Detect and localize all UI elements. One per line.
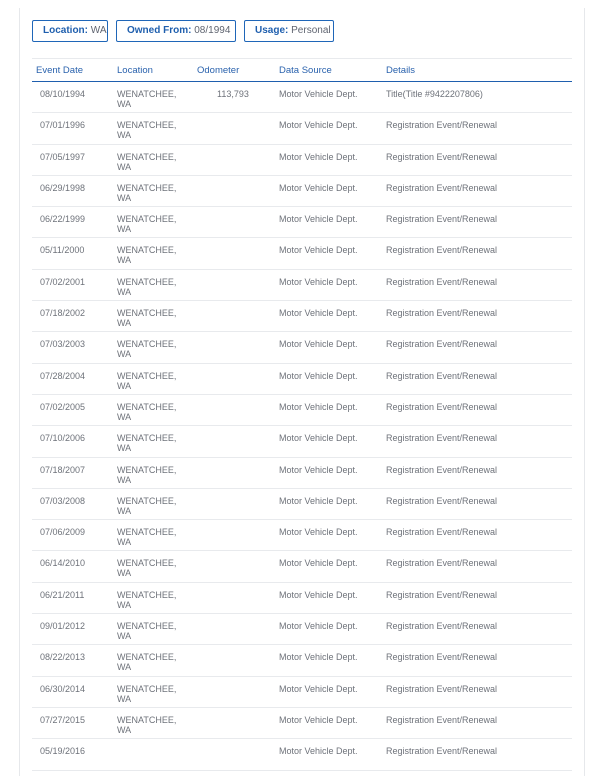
details-cell: Registration Event/Renewal: [386, 151, 498, 162]
event-date-cell: 06/29/1998: [40, 182, 86, 193]
location-cell: WENATCHEE, WA: [117, 621, 177, 642]
table-row: [32, 645, 572, 676]
details-cell: Registration Event/Renewal: [386, 527, 498, 538]
odometer-cell: 113,793: [217, 89, 249, 99]
data-source-cell: Motor Vehicle Dept.: [279, 214, 358, 225]
location-cell: WENATCHEE, WA: [117, 714, 177, 735]
location-cell: WENATCHEE, WA: [117, 558, 177, 579]
event-date-cell: 07/06/2009: [40, 527, 86, 538]
event-date-cell: 07/28/2004: [40, 370, 86, 381]
details-cell: Registration Event/Renewal: [386, 683, 498, 694]
data-source-cell: Motor Vehicle Dept.: [279, 558, 358, 569]
data-source-cell: Motor Vehicle Dept.: [279, 683, 358, 694]
location-cell: WENATCHEE, WA: [117, 433, 177, 454]
data-source-cell: Motor Vehicle Dept.: [279, 746, 358, 757]
table-row: [32, 583, 572, 614]
data-source-cell: Motor Vehicle Dept.: [279, 464, 358, 475]
data-source-cell: Motor Vehicle Dept.: [279, 621, 358, 632]
location-cell: WENATCHEE, WA: [117, 276, 177, 297]
details-cell: Registration Event/Renewal: [386, 401, 498, 412]
column-header-location[interactable]: Location: [117, 65, 153, 76]
details-cell: Registration Event/Renewal: [386, 589, 498, 600]
column-header-details[interactable]: Details: [386, 65, 416, 76]
event-date-cell: 06/30/2014: [40, 683, 86, 694]
table-row: [32, 614, 572, 645]
event-date-cell: 06/21/2011: [40, 589, 85, 600]
location-cell: WENATCHEE, WA: [117, 308, 177, 329]
event-date-cell: 07/02/2005: [40, 401, 86, 412]
details-cell: Registration Event/Renewal: [386, 433, 498, 444]
details-cell: Registration Event/Renewal: [386, 182, 498, 193]
data-source-cell: Motor Vehicle Dept.: [279, 495, 358, 506]
table-row: [32, 145, 572, 176]
table-row: [32, 238, 572, 269]
event-date-cell: 07/02/2001: [40, 276, 86, 287]
event-date-cell: 06/14/2010: [40, 558, 86, 569]
event-date-cell: 07/03/2003: [40, 339, 86, 350]
details-cell: Registration Event/Renewal: [386, 339, 498, 350]
location-cell: WENATCHEE, WA: [117, 151, 177, 172]
filter-bar: [32, 20, 342, 44]
location-cell: WENATCHEE, WA: [117, 214, 177, 235]
data-source-cell: Motor Vehicle Dept.: [279, 308, 358, 319]
details-cell: Registration Event/Renewal: [386, 276, 498, 287]
location-cell: WENATCHEE, WA: [117, 245, 177, 266]
data-source-cell: Motor Vehicle Dept.: [279, 120, 358, 131]
event-date-cell: 08/10/1994: [40, 89, 86, 99]
table-row: [32, 520, 572, 551]
table-row: [32, 426, 572, 457]
event-date-cell: 07/10/2006: [40, 433, 86, 444]
event-date-cell: 06/22/1999: [40, 214, 86, 225]
event-date-cell: 07/05/1997: [40, 151, 86, 162]
filter-key: Owned From:: [127, 25, 192, 36]
event-date-cell: 09/01/2012: [40, 621, 86, 632]
details-cell: Registration Event/Renewal: [386, 464, 498, 475]
details-cell: Registration Event/Renewal: [386, 495, 498, 506]
location-cell: WENATCHEE, WA: [117, 589, 177, 610]
location-cell: WENATCHEE, WA: [117, 89, 177, 109]
details-cell: Registration Event/Renewal: [386, 214, 498, 225]
table-row: [32, 551, 572, 582]
history-table-body: [32, 82, 572, 771]
data-source-cell: Motor Vehicle Dept.: [279, 527, 358, 538]
location-cell: WENATCHEE, WA: [117, 683, 177, 704]
data-source-cell: Motor Vehicle Dept.: [279, 245, 358, 256]
location-cell: WENATCHEE, WA: [117, 401, 177, 422]
owned-from-filter-button[interactable]: [116, 20, 236, 42]
data-source-cell: Motor Vehicle Dept.: [279, 401, 358, 412]
filter-value: 08/1994: [194, 25, 231, 36]
filter-key: Location:: [43, 25, 88, 36]
table-row: [32, 489, 572, 520]
event-date-cell: 05/19/2016: [40, 746, 86, 757]
table-row: [32, 113, 572, 144]
details-cell: Registration Event/Renewal: [386, 714, 498, 725]
table-header: [32, 58, 572, 82]
location-cell: WENATCHEE, WA: [117, 464, 177, 485]
usage-filter-button[interactable]: [244, 20, 334, 42]
table-row: [32, 364, 572, 395]
table-row: [32, 458, 572, 489]
event-date-cell: 07/03/2008: [40, 495, 86, 506]
details-cell: Registration Event/Renewal: [386, 652, 498, 663]
column-header-odometer[interactable]: Odometer: [197, 65, 240, 76]
table-row: [32, 270, 572, 301]
table-row: [32, 176, 572, 207]
table-row: [32, 708, 572, 739]
event-date-cell: 07/18/2002: [40, 308, 86, 319]
table-row: [32, 207, 572, 238]
data-source-cell: Motor Vehicle Dept.: [279, 276, 358, 287]
data-source-cell: Motor Vehicle Dept.: [279, 589, 358, 600]
location-filter-button[interactable]: [32, 20, 108, 42]
event-date-cell: 07/01/1996: [40, 120, 86, 131]
event-date-cell: 05/11/2000: [40, 245, 85, 256]
table-row: [32, 332, 572, 363]
details-cell: Registration Event/Renewal: [386, 245, 498, 256]
location-cell: WENATCHEE, WA: [117, 495, 177, 516]
location-cell: WENATCHEE, WA: [117, 652, 177, 673]
data-source-cell: Motor Vehicle Dept.: [279, 652, 358, 663]
data-source-cell: Motor Vehicle Dept.: [279, 370, 358, 381]
location-cell: WENATCHEE, WA: [117, 182, 177, 203]
filter-value: WA: [90, 25, 107, 36]
column-header-event-date[interactable]: Event Date: [36, 65, 83, 76]
data-source-cell: Motor Vehicle Dept.: [279, 339, 358, 350]
data-source-cell: Motor Vehicle Dept.: [279, 182, 358, 193]
details-cell: Registration Event/Renewal: [386, 621, 498, 632]
location-cell: WENATCHEE, WA: [117, 527, 177, 548]
data-source-cell: Motor Vehicle Dept.: [279, 89, 358, 99]
table-row: [32, 395, 572, 426]
data-source-cell: Motor Vehicle Dept.: [279, 433, 358, 444]
data-source-cell: Motor Vehicle Dept.: [279, 714, 358, 725]
filter-value: Personal: [291, 25, 331, 36]
event-date-cell: 07/18/2007: [40, 464, 86, 475]
details-cell: Registration Event/Renewal: [386, 558, 498, 569]
location-cell: WENATCHEE, WA: [117, 339, 177, 360]
table-row: [32, 82, 572, 113]
details-cell: Registration Event/Renewal: [386, 308, 498, 319]
details-cell: Registration Event/Renewal: [386, 370, 498, 381]
column-header-data-source[interactable]: Data Source: [279, 65, 332, 76]
table-row: [32, 677, 572, 708]
data-source-cell: Motor Vehicle Dept.: [279, 151, 358, 162]
details-cell: Registration Event/Renewal: [386, 120, 498, 131]
filter-key: Usage:: [255, 25, 289, 36]
event-date-cell: 07/27/2015: [40, 714, 86, 725]
details-cell: Title(Title #9422207806): [386, 89, 483, 99]
table-row: [32, 301, 572, 332]
event-date-cell: 08/22/2013: [40, 652, 86, 663]
location-cell: WENATCHEE, WA: [117, 370, 177, 391]
table-row: [32, 739, 572, 770]
location-cell: WENATCHEE, WA: [117, 120, 177, 141]
details-cell: Registration Event/Renewal: [386, 746, 498, 757]
